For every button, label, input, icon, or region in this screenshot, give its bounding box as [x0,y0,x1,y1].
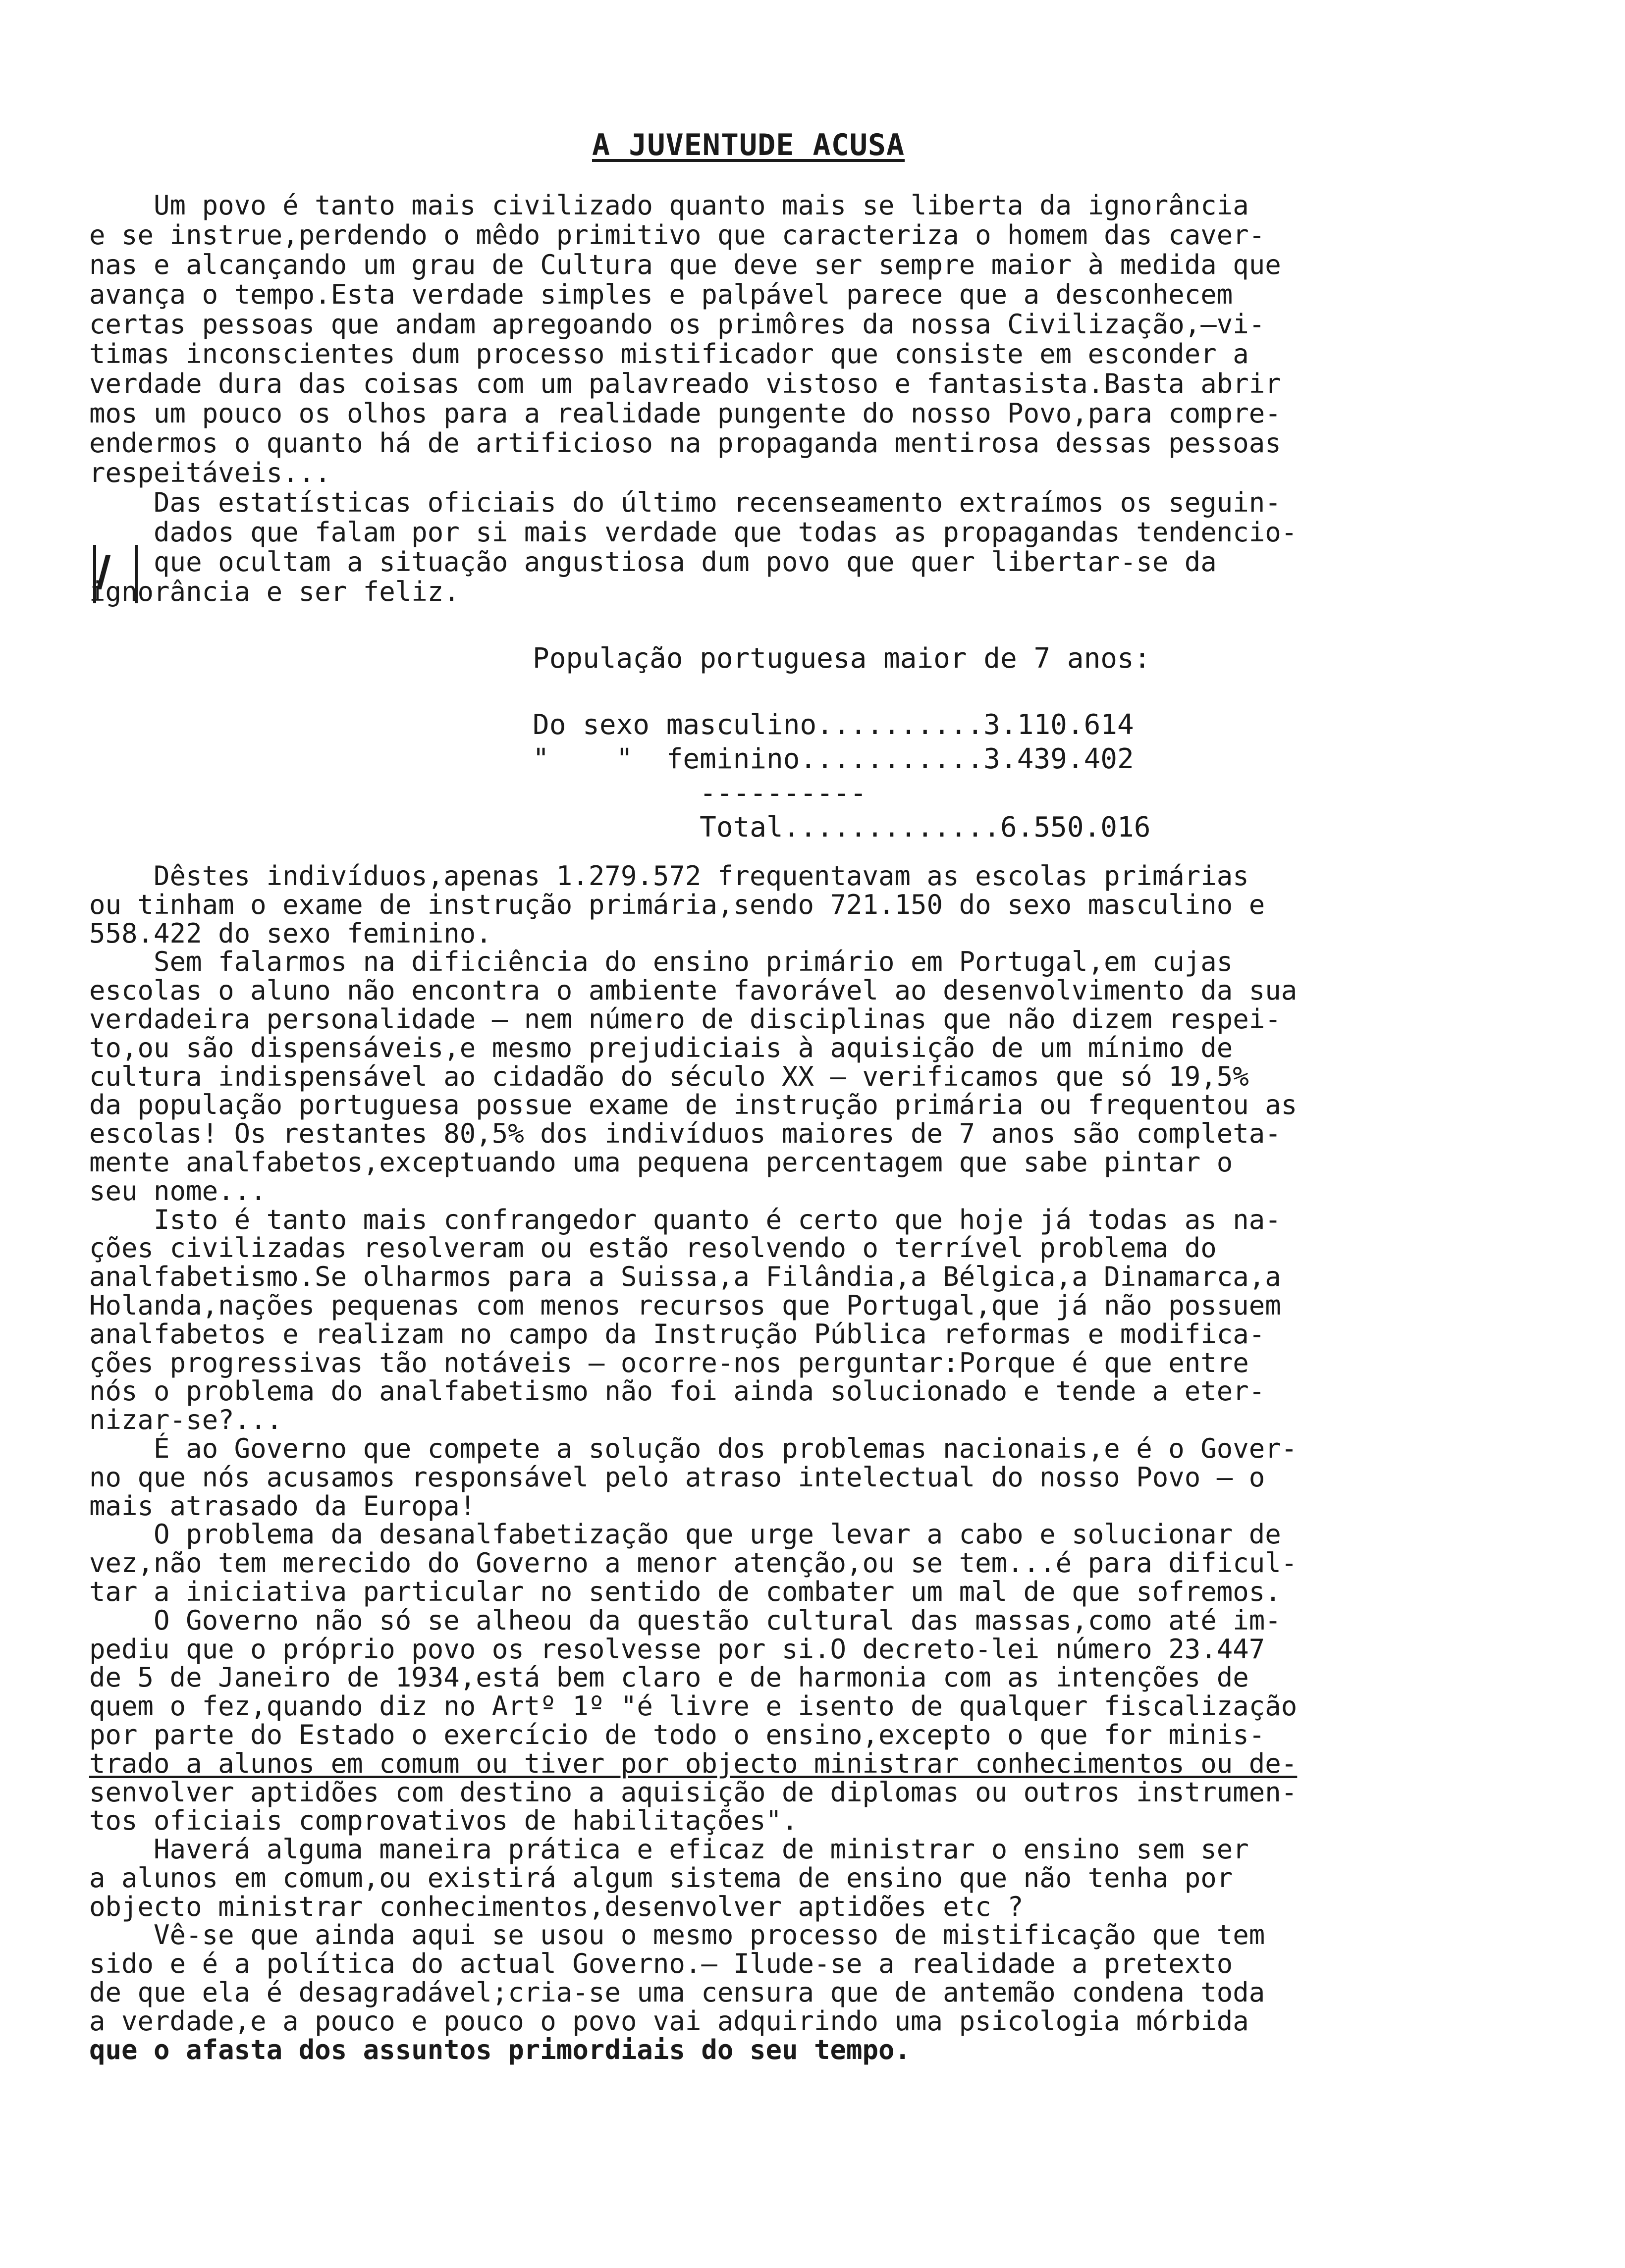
text-line: de 5 de Janeiro de 1934,está bem claro e de harmonia com as intenções de [89,1662,1249,1693]
text-line: mente analfabetos,exceptuando uma pequena percentagem que sabe pintar o [89,1146,1233,1178]
text-line: a verdade,e a pouco e pouco o povo vai adquirindo uma psicologia mórbida [89,2005,1249,2037]
text-line: ções progressivas tão notáveis — ocorre-nos perguntar:Porque é que entre [89,1347,1249,1378]
text-line: quem o fez,quando diz no Artº 1º "é livre e isento de qualquer fiscalização [89,1690,1298,1722]
text-line: to,ou são dispensáveis,e mesmo prejudiciais à aquisição de um mínimo de [89,1032,1233,1063]
population-table [533,641,1150,844]
text-line: que o afasta dos assuntos primordiais do seu tempo. [89,2034,911,2065]
text-line: escolas! Os restantes 80,5% dos indivíduos maiores de 7 anos são completa- [89,1118,1281,1150]
text-line: nas e alcançando um grau de Cultura que deve ser sempre maior à medida que [89,249,1281,280]
text-line: respeitáveis... [89,457,331,488]
text-line: pediu que o próprio povo os resolvesse por si.O decreto-lei número 23.447 [89,1633,1265,1665]
text-line: Um povo é tanto mais civilizado quanto mais se liberta da ignorância [89,190,1249,221]
text-line: 558.422 do sexo feminino. [89,917,492,949]
paragraph-intro [89,191,1551,607]
text-line: Haverá alguma maneira prática e eficaz de ministrar o ensino sem ser [89,1834,1249,1865]
table-heading: População portuguesa maior de 7 anos: [533,642,1151,675]
text-line: objecto ministrar conhecimentos,desenvolver aptidões etc ? [89,1891,1024,1922]
text-line: O problema da desanalfabetização que urge levar a cabo e solucionar de [89,1519,1281,1550]
table-rule: ---------- [533,777,867,809]
text-line: senvolver aptidões com destino a aquisição de diplomas ou outros instrumen- [89,1776,1298,1808]
text-line: por parte do Estado o exercício de todo o ensino,excepto o que for minis- [89,1719,1265,1750]
text-line: Isto é tanto mais confrangedor quanto é certo que hoje já todas as na- [89,1204,1281,1235]
text-line: mos um pouco os olhos para a realidade pungente do nosso Povo,para compre- [89,398,1281,429]
text-line: timas inconscientes dum processo mistificador que consiste em esconder a [89,338,1249,369]
text-line: que ocultam a situação angustiosa dum povo que quer libertar-se da [89,546,1217,578]
text-line: endermos o quanto há de artificioso na propaganda mentirosa dessas pessoas [89,427,1281,459]
text-line: ou tinham o exame de instrução primária,sendo 721.150 do sexo masculino e [89,889,1265,920]
table-row: " " feminino...........3.439.402 [533,743,1134,775]
text-line: a alunos em comum,ou existirá algum sistema de ensino que não tenha por [89,1862,1233,1894]
text-line: nós o problema do analfabetismo não foi ainda solucionado e tende a eter- [89,1375,1265,1407]
text-line: de que ela é desagradável;cria-se uma censura que de antemão condena toda [89,1977,1265,2008]
text-line: avança o tempo.Esta verdade simples e palpável parece que a desconhecem [89,279,1233,310]
table-row: Do sexo masculino..........3.110.614 [533,709,1134,741]
text-line: escolas o aluno não encontra o ambiente favorável ao desenvolvimento da sua [89,975,1298,1006]
text-line: nizar-se?... [89,1404,283,1436]
text-line: analfabetismo.Se olharmos para a Suissa,a Filândia,a Bélgica,a Dinamarca,a [89,1261,1281,1293]
text-line: Sem falarmos na dificiência do ensino primário em Portugal,em cujas [89,946,1233,978]
text-line: tos oficiais comprovativos de habilitações". [89,1805,798,1837]
text-line: Dêstes indivíduos,apenas 1.279.572 frequentavam as escolas primárias [89,860,1249,892]
paragraph-main [89,862,1551,2064]
text-line: É ao Governo que compete a solução dos problemas nacionais,e é o Gover- [89,1432,1298,1464]
text-line: O Governo não só se alheou da questão cultural das massas,como até im- [89,1604,1281,1636]
text-line: e se instrue,perdendo o mêdo primitivo que caracteriza o homem das caver- [89,219,1265,251]
text-line: seu nome... [89,1175,267,1207]
text-line: Holanda,nações pequenas com menos recursos que Portugal,que já não possuem [89,1289,1281,1321]
text-line: ignorância e ser feliz. [89,576,460,607]
text-line: tar a iniciativa particular no sentido de combater um mal de que sofremos. [89,1576,1281,1607]
text-line: dados que falam por si mais verdade que todas as propagandas tendencio- [89,517,1298,548]
text-line: trado a alunos em comum ou tiver por objecto ministrar conhecimentos ou de- [89,1747,1298,1779]
text-line: verdade dura das coisas com um palavreado vistoso e fantasista.Basta abrir [89,368,1281,399]
text-line: sido e é a política do actual Governo.— Ilude-se a realidade a pretexto [89,1948,1233,1980]
text-line: certas pessoas que andam apregoando os primôres da nossa Civilização,—vi- [89,309,1265,340]
text-line: verdadeira personalidade — nem número de disciplinas que não dizem respei- [89,1003,1281,1035]
table-total: Total.............6.550.016 [533,811,1151,844]
document-title: A JUVENTUDE ACUSA [592,128,905,162]
text-line: cultura indispensável ao cidadão do século XX — verificamos que só 19,5% [89,1060,1249,1092]
text-line: Vê-se que ainda aqui se usou o mesmo processo de mistificação que tem [89,1919,1265,1951]
text-line: mais atrasado da Europa! [89,1490,476,1522]
text-line: vez,não tem merecido do Governo a menor atenção,ou se tem...é para dificul- [89,1547,1298,1579]
text-line: da população portuguesa possue exame de instrução primária ou frequentou as [89,1089,1298,1121]
text-line: analfabetos e realizam no campo da Instrução Pública reformas e modifica- [89,1318,1265,1350]
text-line: ções civilizadas resolveram ou estão resolvendo o terrível problema do [89,1232,1217,1264]
text-line: Das estatísticas oficiais do último recenseamento extraímos os seguin- [89,487,1281,518]
text-line: no que nós acusamos responsável pelo atraso intelectual do nosso Povo — o [89,1461,1265,1493]
